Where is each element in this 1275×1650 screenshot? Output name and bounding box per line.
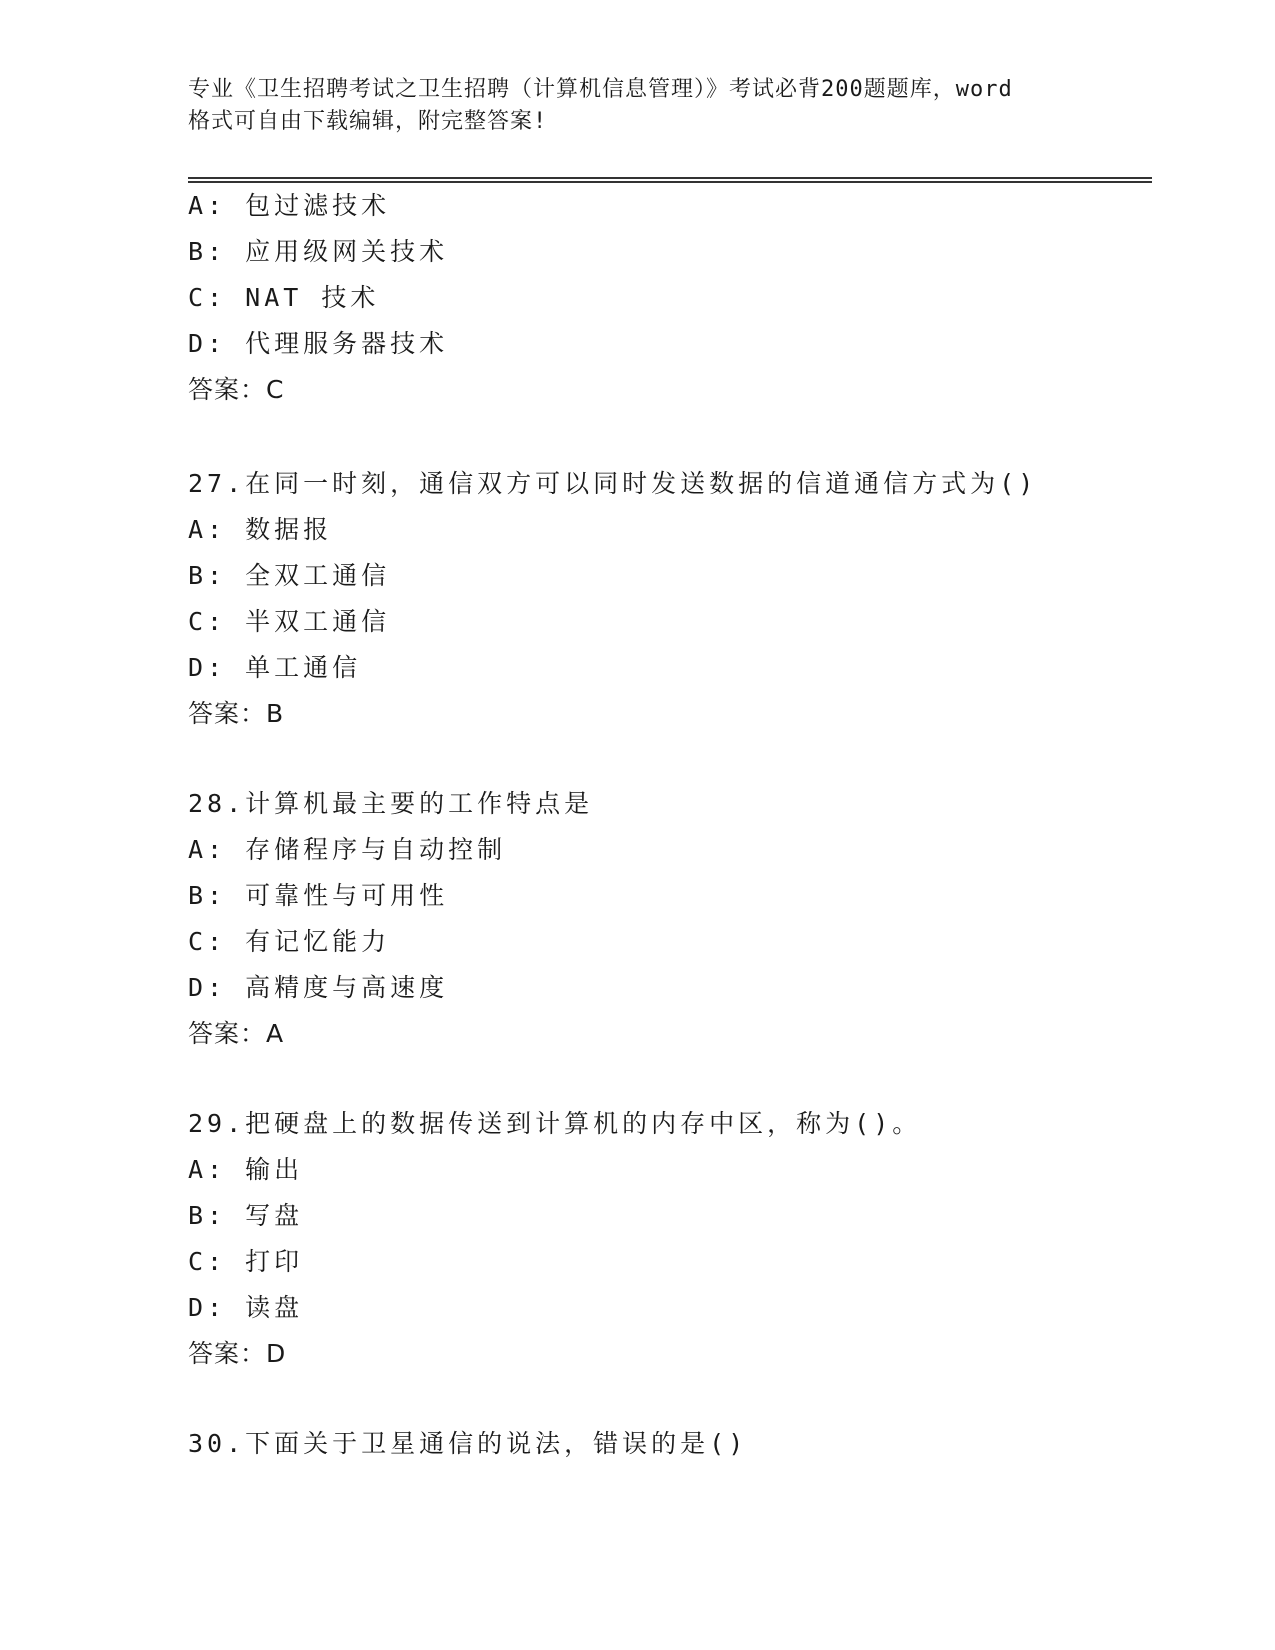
question-29-option-c: C: 打印 — [188, 1247, 304, 1276]
question-26-option-c: C: NAT 技术 — [188, 283, 380, 312]
question-28-option-d: D: 高精度与高速度 — [188, 973, 449, 1002]
question-28-text: 28.计算机最主要的工作特点是 — [188, 789, 594, 818]
question-26-answer: 答案：C — [188, 375, 285, 404]
question-27-option-c: C: 半双工通信 — [188, 607, 391, 636]
question-28-option-b: B: 可靠性与可用性 — [188, 881, 449, 910]
header-divider-top — [188, 177, 1152, 179]
question-30-text: 30.下面关于卫星通信的说法，错误的是() — [188, 1429, 748, 1458]
header-title-line-1: 专业《卫生招聘考试之卫生招聘（计算机信息管理）》考试必背200题题库，word — [188, 77, 1013, 102]
question-26-option-a: A: 包过滤技术 — [188, 191, 391, 220]
question-27-option-b: B: 全双工通信 — [188, 561, 391, 590]
question-29-option-a: A: 输出 — [188, 1155, 304, 1184]
question-27-option-d: D: 单工通信 — [188, 653, 362, 682]
question-27-option-a: A: 数据报 — [188, 515, 333, 544]
question-28-block — [188, 781, 1152, 1057]
question-29-option-b: B: 写盘 — [188, 1201, 304, 1230]
question-30-block — [188, 1421, 1152, 1467]
question-29-text: 29.把硬盘上的数据传送到计算机的内存中区，称为()。 — [188, 1109, 922, 1138]
document-header — [188, 74, 1088, 138]
question-28-option-a: A: 存储程序与自动控制 — [188, 835, 507, 864]
question-27-text: 27.在同一时刻，通信双方可以同时发送数据的信道通信方式为() — [188, 469, 1038, 498]
question-26-option-d: D: 代理服务器技术 — [188, 329, 449, 358]
question-29-block — [188, 1101, 1152, 1377]
question-27-answer: 答案：B — [188, 699, 285, 728]
header-title-line-2: 格式可自由下载编辑，附完整答案! — [188, 109, 548, 134]
question-26-option-b: B: 应用级网关技术 — [188, 237, 449, 266]
question-28-answer: 答案：A — [188, 1019, 285, 1048]
question-26-block — [188, 183, 1152, 413]
question-27-block — [188, 461, 1152, 737]
question-28-option-c: C: 有记忆能力 — [188, 927, 391, 956]
question-29-option-d: D: 读盘 — [188, 1293, 304, 1322]
question-29-answer: 答案：D — [188, 1339, 287, 1368]
